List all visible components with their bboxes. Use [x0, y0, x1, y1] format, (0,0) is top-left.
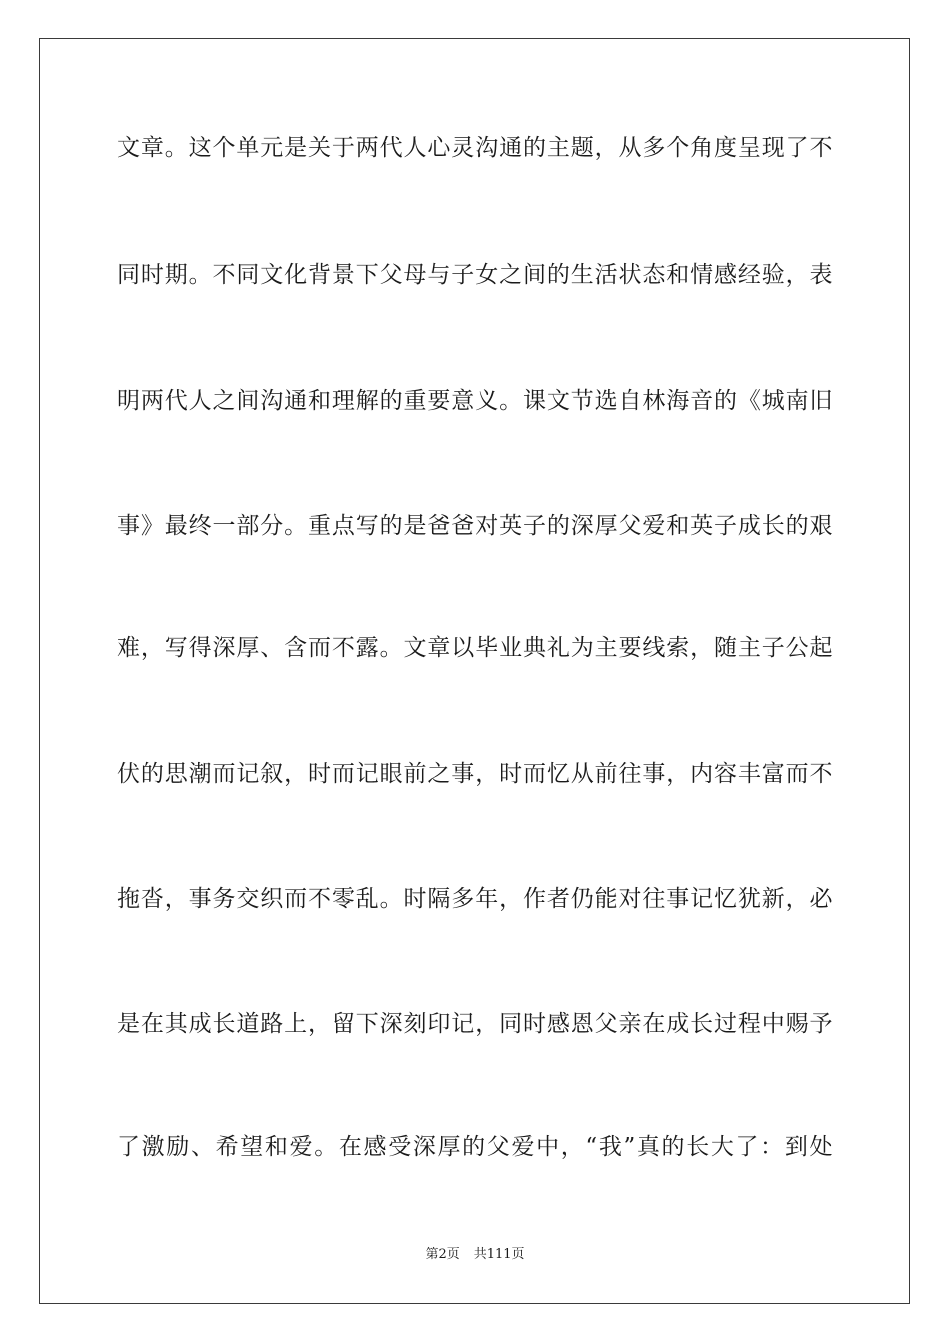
text-line-5: 难，写得深厚、含而不露。文章以毕业典礼为主要线索，随主子公起 [117, 635, 833, 661]
text-line-8: 是在其成长道路上，留下深刻印记，同时感恩父亲在成长过程中赐予 [117, 1011, 833, 1037]
text-line-3: 明两代人之间沟通和理解的重要意义。课文节选自林海音的《城南旧 [117, 388, 833, 414]
page-number: 第2页 [425, 1247, 460, 1262]
text-line-1: 文章。这个单元是关于两代人心灵沟通的主题，从多个角度呈现了不 [117, 135, 833, 161]
page-border [39, 38, 910, 1304]
text-line-4: 事》最终一部分。重点写的是爸爸对英子的深厚父爱和英子成长的艰 [117, 513, 833, 539]
text-line-6: 伏的思潮而记叙，时而记眼前之事，时而忆从前往事，内容丰富而不 [117, 761, 833, 787]
text-line-7: 拖沓，事务交织而不零乱。时隔多年，作者仍能对往事记忆犹新，必 [117, 886, 833, 912]
page-footer [0, 1245, 950, 1265]
text-line-2: 同时期。不同文化背景下父母与子女之间的生活状态和情感经验，表 [117, 262, 833, 288]
total-pages: 共111页 [473, 1247, 525, 1262]
text-line-9: 了激励、希望和爱。在感受深厚的父爱中，“我”真的长大了：到处 [117, 1134, 833, 1160]
